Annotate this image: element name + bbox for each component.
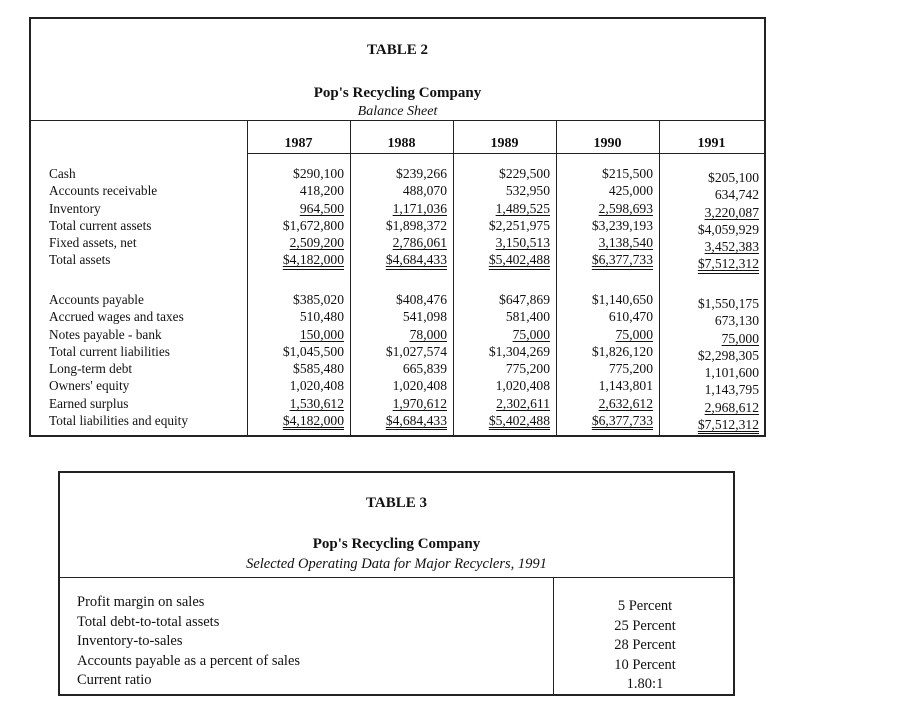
value-cell: $647,869 (499, 292, 550, 307)
value-cell: 425,000 (608, 183, 653, 199)
value-cell: 1,970,612 (392, 395, 447, 411)
value-cell: 418,200 (299, 183, 344, 199)
value-cell: 665,839 (402, 361, 447, 377)
value-cell: $5,402,488 (488, 252, 550, 268)
value-cell: $1,550,175 (697, 296, 759, 311)
value-cell: $408,476 (396, 292, 447, 307)
row-label: Total current assets (49, 217, 152, 233)
table2-subtitle: Balance Sheet (357, 104, 438, 119)
assets-1989 (453, 165, 550, 269)
liabilities-1991 (659, 295, 759, 433)
row-label: Total assets (49, 252, 111, 268)
row-label: Earned surplus (49, 395, 129, 411)
value-cell: $385,020 (293, 292, 344, 307)
row-label: Long-term debt (49, 361, 133, 377)
liabilities-1987 (247, 291, 344, 429)
ratio-values (555, 597, 735, 695)
ratio-label: Accounts payable as a percent of sales (77, 652, 301, 669)
value-cell: 581,400 (505, 309, 550, 325)
table3-title-divider (60, 577, 733, 578)
value-cell: 541,098 (402, 309, 447, 325)
value-cell: $7,512,312 (697, 417, 759, 433)
table3-company-name: Pop's Recycling Company (312, 536, 481, 552)
table3-subtitle: Selected Operating Data for Major Recyclers, 1991 (246, 556, 547, 572)
value-cell: 1,489,525 (495, 200, 550, 216)
value-cell: 75,000 (721, 330, 759, 346)
table3-column-divider (553, 577, 554, 694)
value-cell: 75,000 (615, 326, 653, 342)
ratio-label: Profit margin on sales (77, 594, 205, 610)
value-cell: 2,968,612 (704, 399, 759, 415)
value-cell: 1,101,600 (704, 365, 759, 381)
ratio-value: 25 Percent (614, 617, 676, 634)
value-cell: 964,500 (299, 200, 344, 216)
value-cell: 2,598,693 (598, 200, 653, 216)
value-cell: $1,027,574 (385, 343, 447, 359)
value-cell: $215,500 (602, 166, 653, 181)
value-cell: 775,200 (608, 361, 653, 377)
row-label: Owners' equity (49, 378, 130, 394)
value-cell: 78,000 (409, 326, 447, 342)
year-header-1989: 1989 (490, 136, 519, 151)
value-cell: 1,020,408 (392, 378, 447, 394)
assets-1991 (659, 169, 759, 273)
value-cell: $1,140,650 (591, 292, 653, 307)
value-cell: 3,452,383 (704, 239, 759, 255)
value-cell: 2,302,611 (496, 395, 550, 411)
table3-heading: TABLE 3 (366, 495, 427, 511)
value-cell: 2,786,061 (392, 235, 447, 251)
row-label: Accrued wages and taxes (49, 309, 184, 325)
year-header-divider (247, 153, 764, 154)
value-cell: 3,138,540 (598, 235, 653, 251)
value-cell: $4,182,000 (282, 413, 344, 429)
value-cell: $4,684,433 (385, 413, 447, 429)
value-cell: $5,402,488 (488, 413, 550, 429)
value-cell: $6,377,733 (591, 252, 653, 268)
year-header-1991: 1991 (697, 136, 726, 151)
liabilities-1988 (350, 291, 447, 429)
value-cell: $6,377,733 (591, 413, 653, 429)
value-cell: $1,045,500 (282, 343, 344, 359)
assets-1988 (350, 165, 447, 269)
value-cell: 510,480 (299, 309, 344, 325)
value-cell: 150,000 (299, 326, 344, 342)
value-cell: 2,632,612 (598, 395, 653, 411)
year-header-1990: 1990 (593, 136, 622, 151)
value-cell: 3,220,087 (704, 204, 759, 220)
value-cell: 1,020,408 (495, 378, 550, 394)
ratio-label: Inventory-to-sales (77, 633, 183, 650)
ratio-labels (77, 593, 300, 691)
value-cell: 1,143,801 (598, 378, 653, 394)
year-header-1987: 1987 (284, 136, 313, 151)
value-cell: 1,020,408 (289, 378, 344, 394)
ratio-value: 28 Percent (614, 637, 676, 654)
value-cell: 532,950 (505, 183, 550, 199)
ratio-label: Current ratio (77, 672, 152, 689)
row-label: Accounts receivable (49, 183, 158, 199)
ratio-value: 10 Percent (614, 656, 676, 673)
value-cell: $585,480 (293, 361, 344, 377)
value-cell: $290,100 (293, 166, 344, 181)
value-cell: $1,898,372 (385, 217, 447, 233)
value-cell: $1,826,120 (591, 343, 653, 359)
assets-1987 (247, 165, 344, 269)
ratio-value: 1.80:1 (626, 676, 664, 693)
row-label: Total liabilities and equity (49, 413, 189, 429)
row-label: Notes payable - bank (49, 326, 162, 342)
row-label: Total current liabilities (49, 343, 170, 359)
ratio-label: Total debt-to-total assets (77, 613, 220, 630)
value-cell: $1,304,269 (488, 343, 550, 359)
value-cell: 1,143,795 (704, 382, 759, 398)
value-cell: 2,509,200 (289, 235, 344, 251)
value-cell: 488,070 (402, 183, 447, 199)
value-cell: $7,512,312 (697, 256, 759, 272)
assets-1990 (556, 165, 653, 269)
value-cell: 75,000 (512, 326, 550, 342)
value-cell: 610,470 (608, 309, 653, 325)
value-cell: 1,171,036 (392, 200, 447, 216)
liabilities-1989 (453, 291, 550, 429)
balance-sheet-table (29, 17, 766, 437)
table2-company-name: Pop's Recycling Company (313, 85, 482, 101)
table2-title-divider (31, 120, 764, 121)
value-cell: $2,251,975 (488, 217, 550, 233)
row-label: Inventory (49, 200, 101, 216)
value-cell: $1,672,800 (282, 217, 344, 233)
value-cell: $4,684,433 (385, 252, 447, 268)
row-label: Cash (49, 166, 76, 181)
value-cell: $4,182,000 (282, 252, 344, 268)
table2-heading: TABLE 2 (367, 42, 428, 58)
asset-labels (49, 165, 157, 269)
value-cell: 3,150,513 (495, 235, 550, 251)
value-cell: 1,530,612 (289, 395, 344, 411)
value-cell: $239,266 (396, 166, 447, 181)
liabilities-1990 (556, 291, 653, 429)
liability-labels (49, 291, 188, 429)
value-cell: 634,742 (714, 187, 759, 203)
year-header-1988: 1988 (387, 136, 416, 151)
value-cell: $229,500 (499, 166, 550, 181)
value-cell: 775,200 (505, 361, 550, 377)
row-label: Accounts payable (49, 292, 144, 307)
value-cell: $205,100 (708, 170, 759, 185)
value-cell: $3,239,193 (591, 217, 653, 233)
row-label: Fixed assets, net (49, 235, 137, 251)
ratio-value: 5 Percent (617, 598, 673, 614)
operating-data-table (58, 471, 735, 696)
value-cell: 673,130 (714, 313, 759, 329)
value-cell: $4,059,929 (697, 221, 759, 237)
value-cell: $2,298,305 (697, 347, 759, 363)
